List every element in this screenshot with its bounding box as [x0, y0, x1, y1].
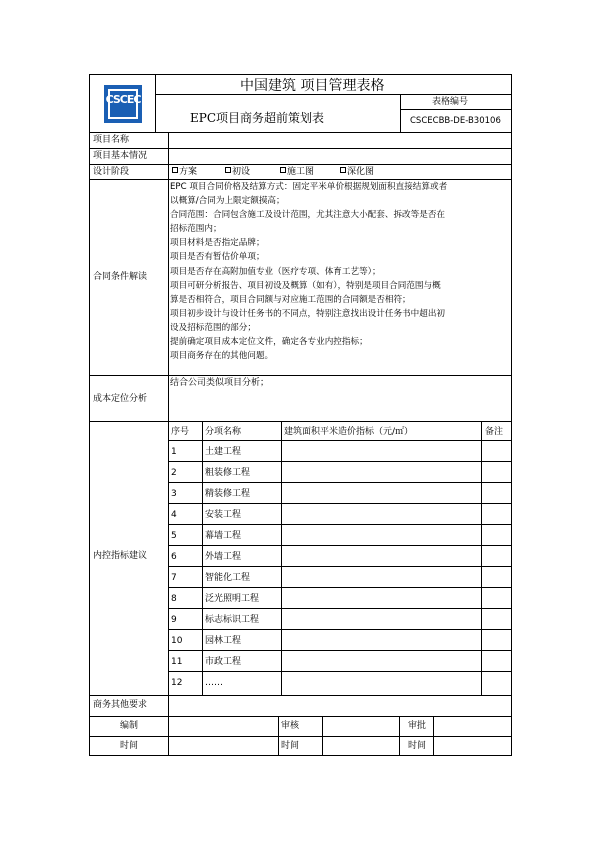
table-row-item: 智能化工程 [205, 573, 251, 583]
cost-position-label: 成本定位分析 [93, 394, 148, 404]
option-scheme[interactable]: 方案 [172, 166, 197, 178]
option-preliminary[interactable]: 初设 [225, 166, 250, 178]
table-row-item: 园林工程 [205, 636, 242, 646]
table-row-no: 10 [171, 636, 183, 646]
table-row-no: 2 [171, 468, 177, 478]
internal-control-label: 内控指标建议 [93, 551, 148, 561]
review-time-label: 时间 [281, 741, 300, 751]
header-index: 建筑面积平米造价指标（元/㎡） [284, 427, 414, 437]
table-row-no: 11 [171, 657, 183, 667]
table-row-no: 12 [171, 678, 183, 688]
form-sheet [89, 74, 512, 756]
project-info-label: 项目基本情况 [93, 151, 148, 161]
checkbox-icon[interactable] [172, 167, 178, 173]
table-row-no: 4 [171, 510, 177, 520]
contract-terms-text: EPC 项目合同价格及结算方式：固定平米单价根据规划面积直接结算或者 以概算/合同为上限定额摸高； 合同范围：合同包含施工及设计范围，尤其注意大小配套、拆改等是否在 招标范围内； 项目材料是否指定品牌； 项目是否有暂估价单项； 项目是否存在高附加值专业（医疗专项、体育工艺等）； 项目可研分析报告、项目初设及概算（如有），特别是项目合同范围与概 算是否相符合，项目合同额与对应施工范围的合同额是否相符； 项目初步设计与设计任务书的不同点，特别注意找出设计任务书中超出初 设及招标范围的部分； 提前确定项目成本定位文件，确定各专业内控指标； 项目商务存在的其他问题。 [170, 182, 448, 362]
option-detailed[interactable]: 深化图 [340, 166, 374, 178]
checkbox-icon[interactable] [225, 167, 231, 173]
table-row-item: 粗装修工程 [205, 468, 251, 478]
table-row-item: 土建工程 [205, 447, 242, 457]
table-row-item: …… [205, 678, 223, 688]
table-row-item: 市政工程 [205, 657, 242, 667]
table-row-no: 9 [171, 615, 177, 625]
table-row-item: 泛光照明工程 [205, 594, 260, 604]
form-title: 中国建筑 项目管理表格 [240, 78, 385, 94]
table-row-item: 外墙工程 [205, 552, 242, 562]
table-row-item: 安装工程 [205, 510, 242, 520]
header-no: 序号 [171, 427, 190, 437]
form-subtitle: EPC项目商务超前策划表 [190, 111, 325, 125]
table-row-no: 5 [171, 531, 177, 541]
form-code-label: 表格编号 [432, 97, 469, 107]
cscec-logo-icon: CSCEC [104, 85, 142, 123]
table-row-no: 6 [171, 552, 177, 562]
review-label: 审核 [281, 721, 300, 731]
option-construction[interactable]: 施工图 [280, 166, 314, 178]
project-name-label: 项目名称 [93, 135, 130, 145]
form-code: CSCECBB-DE-B30106 [410, 116, 501, 126]
checkbox-icon[interactable] [280, 167, 286, 173]
prepare-label: 编制 [120, 721, 139, 731]
table-row-no: 3 [171, 489, 177, 499]
table-row-no: 8 [171, 594, 177, 604]
design-stage-label: 设计阶段 [93, 167, 130, 177]
table-row-item: 标志标识工程 [205, 615, 260, 625]
prepare-time-label: 时间 [120, 741, 139, 751]
table-row-item: 幕墙工程 [205, 531, 242, 541]
approve-time-label: 时间 [408, 741, 427, 751]
header-remark: 备注 [485, 427, 504, 437]
other-requirements-label: 商务其他要求 [93, 700, 148, 710]
cost-position-text: 结合公司类似项目分析； [170, 378, 270, 388]
approve-label: 审批 [408, 721, 427, 731]
table-row-no: 7 [171, 573, 177, 583]
checkbox-icon[interactable] [340, 167, 346, 173]
header-item: 分项名称 [205, 427, 242, 437]
table-row-item: 精装修工程 [205, 489, 251, 499]
contract-terms-label: 合同条件解读 [93, 272, 148, 282]
table-row-no: 1 [171, 447, 177, 457]
